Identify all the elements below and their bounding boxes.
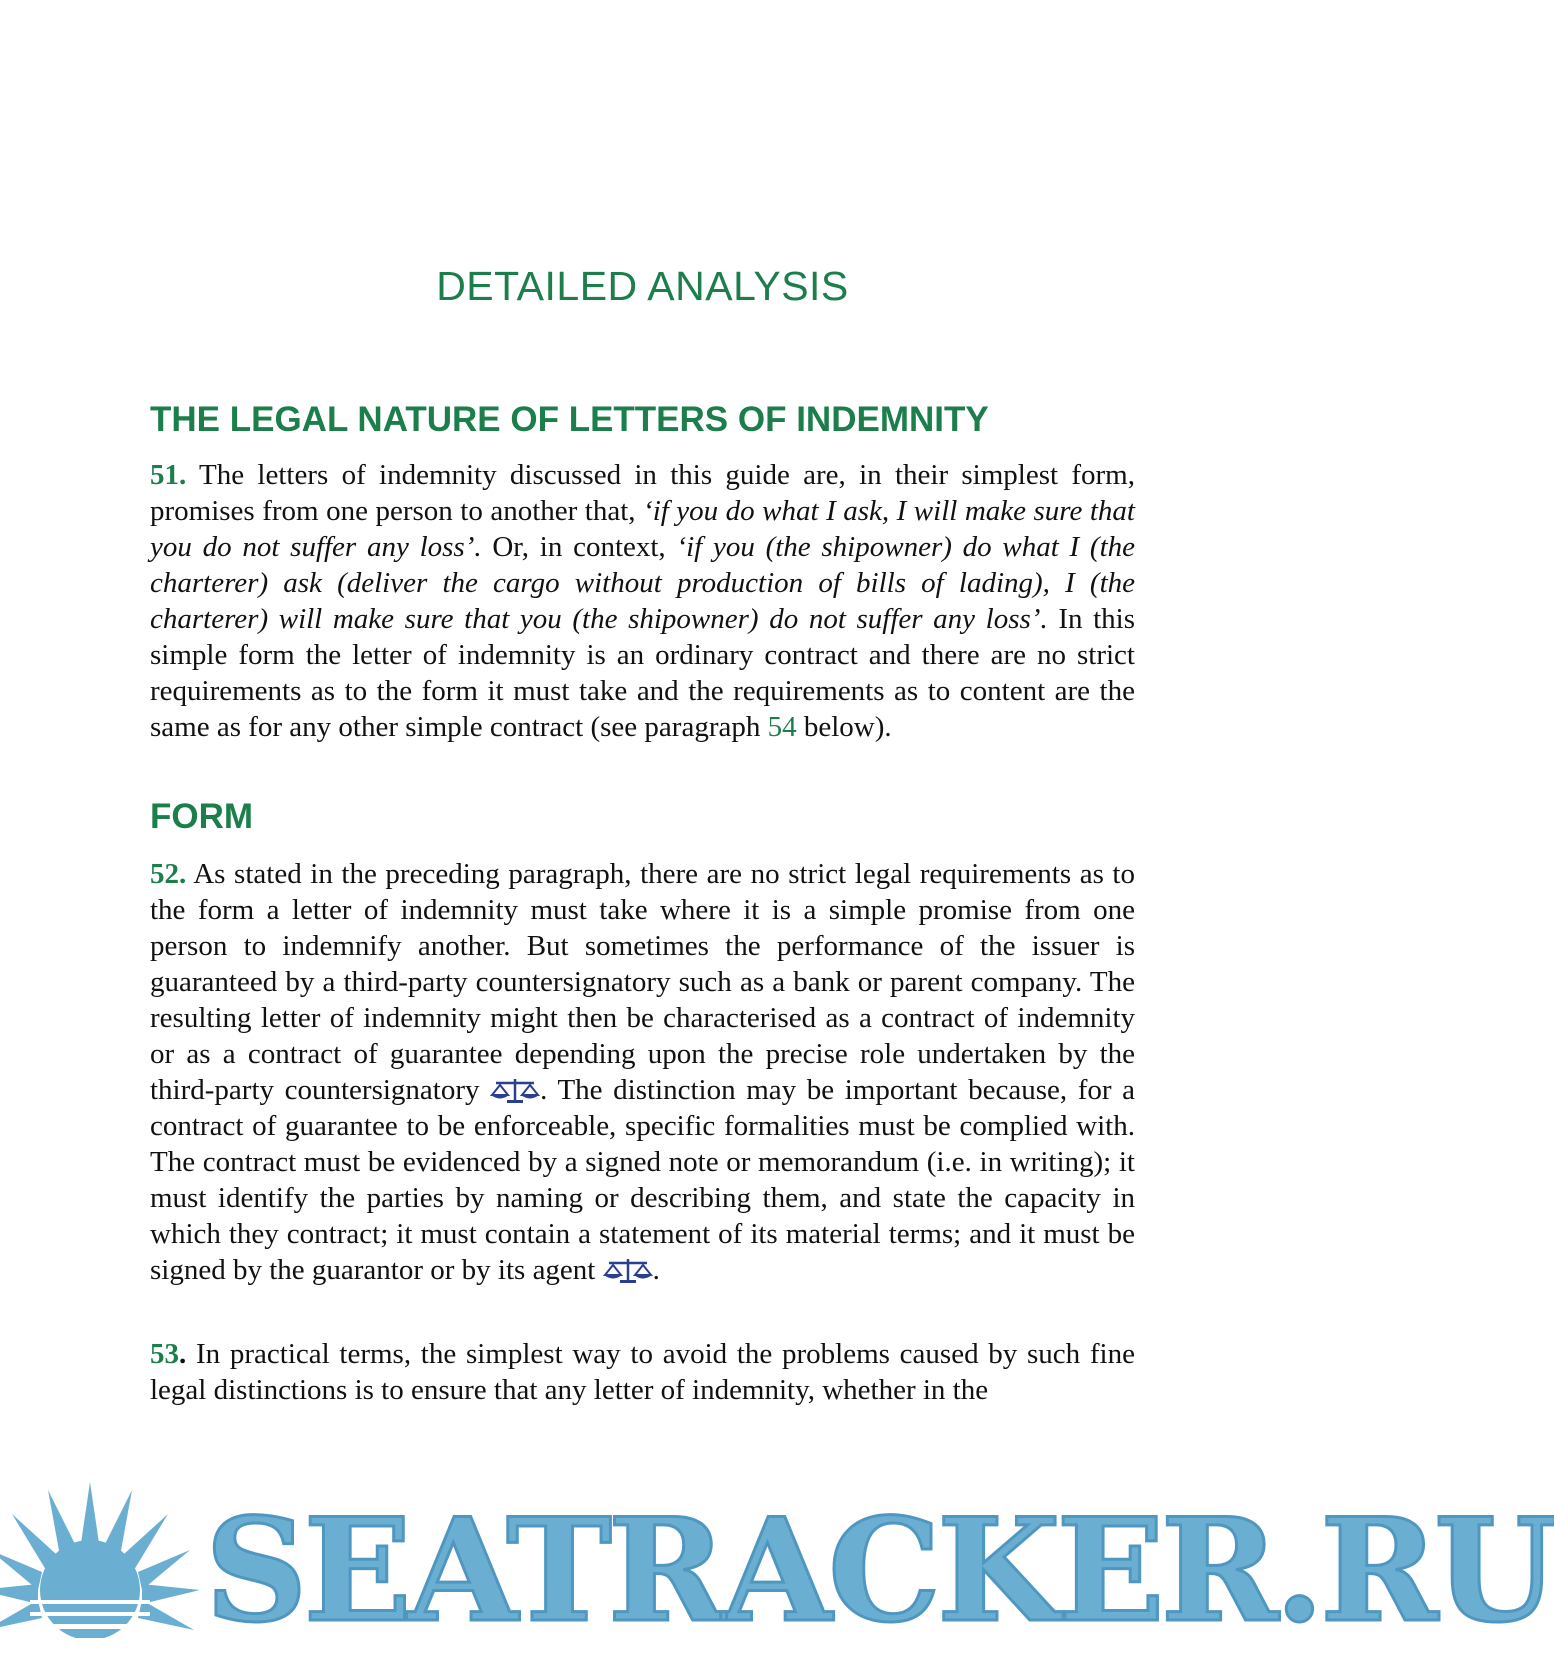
page-title: DETAILED ANALYSIS — [436, 263, 849, 310]
scales-of-justice-icon[interactable] — [490, 1075, 540, 1105]
paragraph-52: 52. As stated in the preceding paragraph, there are no strict legal requirements as to the form a letter of indemnity must take where it is a simple promise from one person to indemnify another. But sometimes the performance of the issuer is guaranteed by a third-party countersignatory such as a bank or parent company. The resulting letter of indemnity might then be characterised as a contract of indemnity or as a contract of guarantee depending upon the precise role undertaken by the third-party countersignatory . The distinction may be important because, for a contract of guarantee to be enforceable, specific formalities must be complied with. The contract must be evidenced by a signed note or memorandum (i.e. in writing); it must identify the parties by naming or describing them, and state the capacity in which they contract; it must contain a statement of its material terms; and it must be signed by the guarantor or by its agent . — [150, 858, 1135, 1286]
section-heading-form: FORM — [150, 797, 254, 836]
paragraph-number: 53 — [150, 1338, 179, 1370]
section-heading-legal-nature: THE LEGAL NATURE OF LETTERS OF INDEMNITY — [150, 400, 989, 439]
quote: ‘if you do what I ask, I will make sure that you do not suffer any loss’. — [150, 495, 1135, 563]
paragraph-number: 52. — [150, 858, 187, 890]
quote: ‘if you (the shipowner) do what I (the charterer) ask (deliver the cargo without production of bills of lading), I (the charterer) will make sure that you (the shipowner) do not suffer any loss’. — [150, 531, 1135, 635]
paragraph-number: 51. — [150, 459, 187, 491]
watermark-text: SEATRACKER.RU — [205, 1488, 1554, 1654]
scales-of-justice-icon[interactable] — [603, 1255, 653, 1285]
paragraph-53: 53. In practical terms, the simplest way to avoid the problems caused by such fine legal distinctions is to ensure that any letter of indemnity, whether in the — [150, 1338, 1135, 1406]
paragraph-54-link[interactable]: 54 — [767, 711, 797, 743]
paragraph-51: 51. The letters of indemnity discussed in this guide are, in their simplest form, promises from one person to another that, ‘if you do what I ask, I will make sure that you do not suffer any loss’. Or, in context, ‘if you (the shipowner) do what I (the charterer) ask (deliver the cargo without production of bills of lading), I (the charterer) will make sure that you (the shipowner) do not suffer any loss’. In this simple form the letter of indemnity is an ordinary contract and there are no strict requirements as to the form it must take and the requirements as to content are the same as for any other simple contract (see paragraph 54 below). — [150, 459, 1135, 743]
